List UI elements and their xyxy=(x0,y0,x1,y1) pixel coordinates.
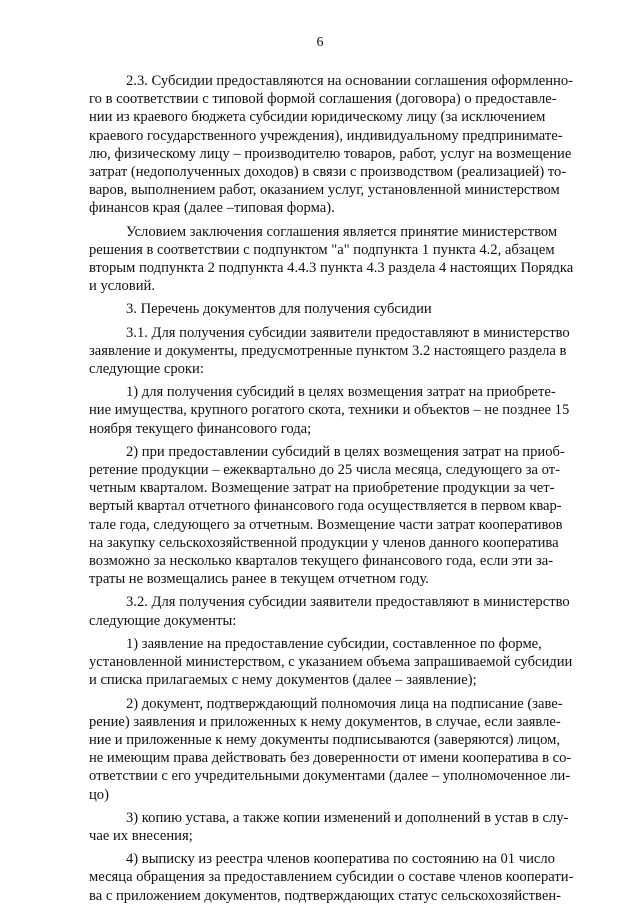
paragraph-3-1-item-2: 2) при предоставлении субсидий в целях возмещения затрат на приоб- ретение продукции – ежеквартально до 25 числа месяца, следующего за от- четным кварталом. Возмещение затрат на приобретение продукции за чет- вертый квартал отчетного финансового года осуществляется в первом квар- тале года, следующего за отчетным. Возмещение части затрат кооперативов на закупку сельскохозяйственной продукции у членов данного кооператива возможно за несколько кварталов текущего финансового года, если эти за- траты не возмещались ранее в текущем отчетном году. xyxy=(89,443,565,588)
paragraph-3-2-item-4: 4) выписку из реестра членов кооператива по состоянию на 01 число месяца обращения за предоставлением субсидии о составе членов кооперати- ва с приложением документов, подтверждающих статус сельскохозяйствен- xyxy=(89,851,574,904)
section-heading-3: 3. Перечень документов для получения субсидии xyxy=(126,301,432,318)
paragraph-3-1-item-1: 1) для получения субсидий в целях возмещения затрат на приобрете- ние имущества, крупного рогатого скота, техники и объектов – не позднее 15 ноября текущего финансового года; xyxy=(89,384,570,437)
paragraph-3-2-item-1: 1) заявление на предоставление субсидии, составленное по форме, установленной министерством, с указанием объема запрашиваемой субсидии и списка прилагаемых с нему документов (далее – заявление); xyxy=(89,635,573,689)
paragraph-3-2-item-3: 3) копию устава, а также копии изменений и дополнений в устав в слу- чае их внесения; xyxy=(89,809,569,844)
paragraph-3-2: 3.2. Для получения субсидии заявители предоставляют в министерство следующие документы: xyxy=(89,594,570,629)
paragraph-3-1: 3.1. Для получения субсидии заявители предоставляют в министерство заявление и документы, предусмотренные пунктом 3.2 настоящего раздела в следующие сроки: xyxy=(89,324,570,378)
paragraph-3-2-item-2: 2) документ, подтверждающий полномочия лица на подписание (заве- рение) заявления и приложенных к нему документов, в случае, если заявле- ние и приложенные к нему документы подписываются (заверяются) лицом, не имеющим права действовать без доверенности от имени кооператива в со- ответствии с его учредительными документами (далее – уполномоченное ли- цо) xyxy=(89,695,572,803)
document-body xyxy=(89,72,594,910)
paragraph-2-3: 2.3. Субсидии предоставляются на основании соглашения оформленно- го в соответствии с типовой формой соглашения (договора) о предоставле- нии из краевого бюджета субсидии юридическому лицу (за исключением краевого государственного учреждения), индивидуальному предпринимате- лю, физическому лицу – производителю товаров, работ, услуг на возмещение затрат (недополученных доходов) в связи с производством (реализацией) то- варов, выполнением работ, оказанием услуг, установленной министерством финансов края (далее –типовая форма). xyxy=(89,73,574,217)
paragraph-agreement-condition: Условием заключения соглашения является принятие министерством решения в соответствии с подпунктом "а" подпункта 1 пункта 4.2, абзацем вторым подпункта 2 подпункта 4.4.3 пункта 4.3 раздела 4 настоящих Порядка и условий. xyxy=(89,223,574,295)
page-number: 6 xyxy=(316,35,324,50)
